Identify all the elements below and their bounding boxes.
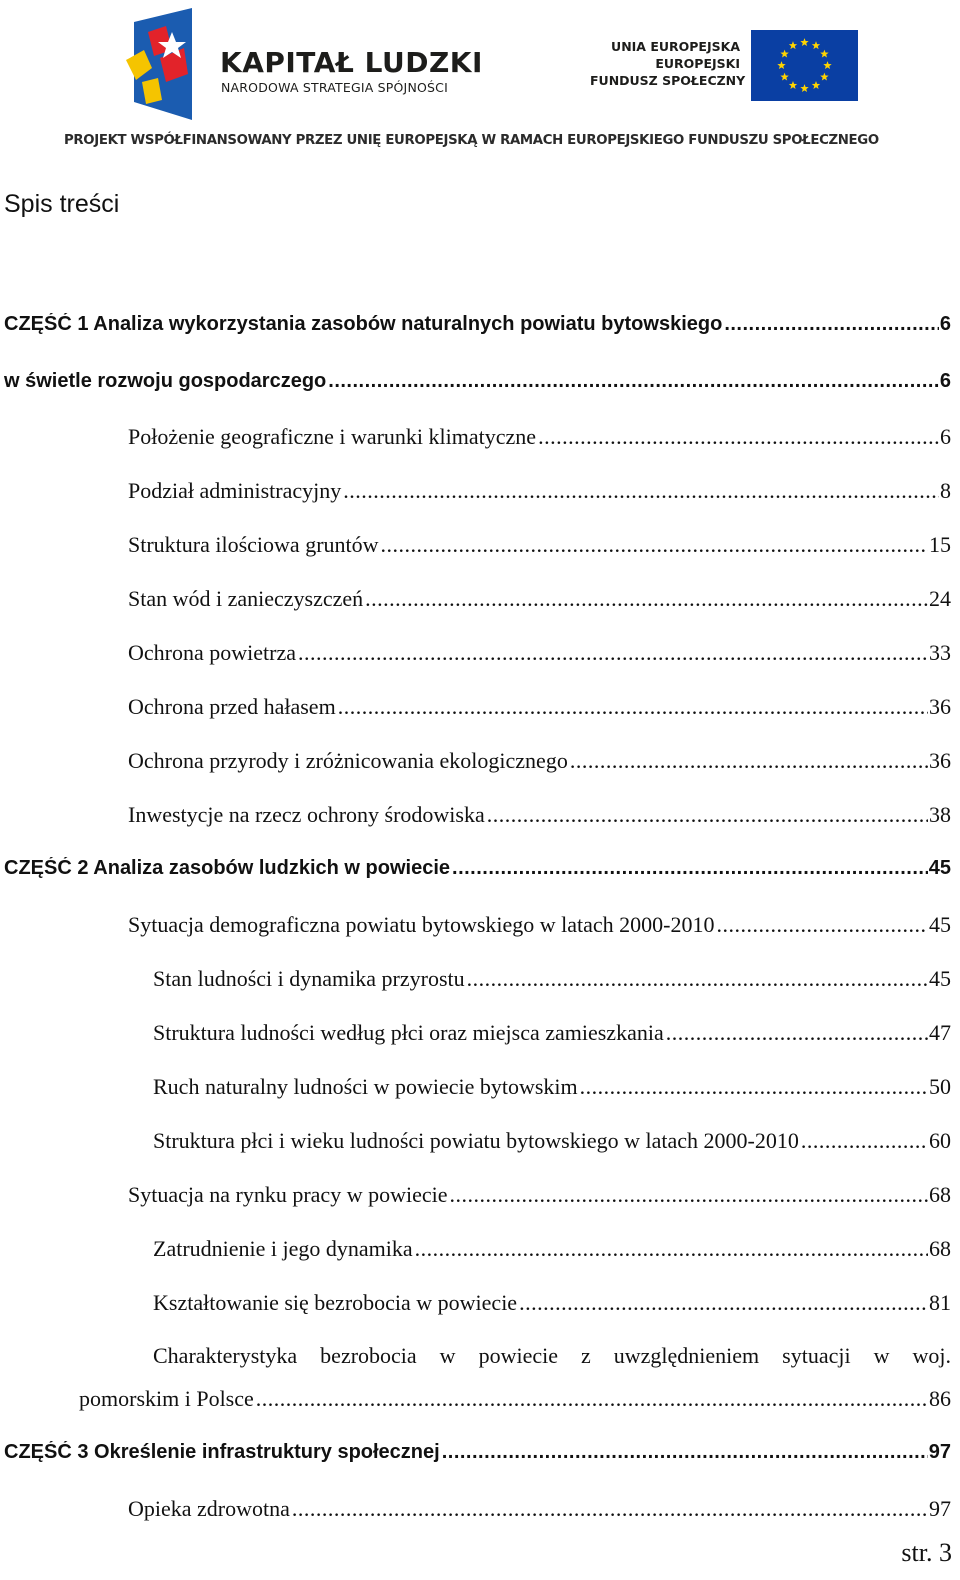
project-banner: PROJEKT WSPÓŁFINANSOWANY PRZEZ UNIĘ EUROPEJSKĄ W RAMACH EUROPEJSKIEGO FUNDUSZU SPOŁECZNEGO (64, 133, 879, 148)
toc-entry-title: Stan ludności i dynamika przyrostu (153, 966, 465, 991)
toc-entry-page: 8 (940, 478, 951, 503)
toc-entry[interactable] (153, 1236, 951, 1262)
toc-leader-dots (519, 1290, 928, 1316)
toc-entry-continuation[interactable] (79, 1386, 951, 1412)
toc-entry-title: Opieka zdrowotna (128, 1496, 290, 1521)
kapital-ludzki-logo (122, 8, 200, 120)
toc-entry-title: Struktura płci i wieku ludności powiatu bytowskiego w latach 2000-2010 (153, 1128, 799, 1153)
toc-entry-title: CZĘŚĆ 2 Analiza zasobów ludzkich w powiecie (4, 857, 451, 879)
toc-entry-part-1-cont[interactable] (4, 370, 951, 393)
toc-entry-title: Ochrona przyrody i zróżnicowania ekologicznego (128, 748, 568, 773)
toc-entry-page: 24 (929, 586, 951, 611)
toc-entry-title-continuation: pomorskim i Polsce (79, 1386, 254, 1411)
toc-entry-page: 6 (939, 370, 951, 392)
toc-entry-part-1[interactable] (4, 313, 951, 336)
toc-leader-dots (580, 1074, 928, 1100)
toc-entry[interactable] (128, 748, 951, 774)
toc-leader-dots (381, 532, 928, 558)
eu-fund-label (590, 38, 746, 89)
toc-entry[interactable] (153, 966, 951, 992)
toc-leader-dots (487, 802, 928, 828)
toc-heading: Spis treści (4, 190, 120, 218)
page-number: str. 3 (901, 1538, 952, 1567)
toc-entry[interactable] (128, 586, 951, 612)
toc-entry-page: 45 (928, 857, 951, 879)
toc-entry-title: Zatrudnienie i jego dynamika (153, 1236, 413, 1261)
toc-leader-dots (467, 966, 928, 992)
toc-leader-dots (538, 424, 939, 450)
toc-leader-dots (724, 313, 939, 336)
toc-entry-title: Sytuacja na rynku pracy w powiecie (128, 1182, 448, 1207)
toc-entry[interactable] (128, 640, 951, 666)
toc-entry-title: CZĘŚĆ 1 Analiza wykorzystania zasobów naturalnych powiatu bytowskiego (4, 313, 723, 335)
toc-entry[interactable] (128, 694, 951, 720)
toc-leader-dots (717, 912, 928, 938)
toc-leader-dots (452, 857, 928, 880)
toc-entry-title: Ruch naturalny ludności w powiecie bytowskim (153, 1074, 578, 1099)
toc-leader-dots (256, 1386, 928, 1412)
toc-entry-title: Położenie geograficzne i warunki klimatyczne (128, 424, 537, 449)
toc-entry-page: 97 (929, 1496, 951, 1521)
toc-entry[interactable] (153, 1074, 951, 1100)
toc-leader-dots (570, 748, 928, 774)
program-subtitle: NARODOWA STRATEGIA SPÓJNOŚCI (221, 80, 448, 95)
toc-entry-page: 36 (929, 694, 951, 719)
toc-entry-page: 47 (929, 1020, 951, 1045)
toc-entry-title: Struktura ilościowa gruntów (128, 532, 379, 557)
toc-entry-page: 45 (929, 912, 951, 937)
toc-entry-title: w świetle rozwoju gospodarczego (4, 370, 327, 392)
toc-leader-dots (338, 694, 928, 720)
toc-entry-page: 68 (929, 1182, 951, 1207)
toc-entry-page: 50 (929, 1074, 951, 1099)
eu-line-2: EUROPEJSKI (655, 56, 740, 71)
toc-leader-dots (415, 1236, 928, 1262)
toc-entry-part-2[interactable] (4, 857, 951, 880)
toc-leader-dots (328, 370, 939, 393)
toc-entry-title: CZĘŚĆ 3 Określenie infrastruktury społecznej (4, 1441, 440, 1463)
toc-entry[interactable] (128, 478, 951, 504)
toc-leader-dots (365, 586, 928, 612)
toc-leader-dots (292, 1496, 928, 1522)
toc-entry-page: 6 (940, 424, 951, 449)
toc-entry-title: Ochrona powietrza (128, 640, 296, 665)
toc-entry-page: 81 (929, 1290, 951, 1315)
toc-entry[interactable] (128, 802, 951, 828)
toc-entry-page: 45 (929, 966, 951, 991)
toc-entry[interactable] (128, 424, 951, 450)
toc-entry[interactable] (153, 1020, 951, 1046)
toc-entry-page: 38 (929, 802, 951, 827)
toc-entry-title: Charakterystyka bezrobocia w powiecie z uwzględnieniem sytuacji w woj. (153, 1343, 951, 1368)
program-title: KAPITAŁ LUDZKI (220, 46, 483, 79)
toc-entry[interactable] (128, 1496, 951, 1522)
toc-entry-page: 33 (929, 640, 951, 665)
toc-leader-dots (298, 640, 928, 666)
toc-entry[interactable] (128, 1182, 951, 1208)
toc-entry-page: 60 (929, 1128, 951, 1153)
eu-line-1: UNIA EUROPEJSKA (611, 39, 740, 54)
eu-flag-icon (751, 30, 858, 101)
toc-leader-dots (442, 1441, 928, 1464)
page-header (0, 0, 960, 170)
toc-leader-dots (450, 1182, 929, 1208)
toc-entry[interactable] (153, 1290, 951, 1316)
toc-entry-page: 86 (929, 1386, 951, 1411)
toc-entry-title: Kształtowanie się bezrobocia w powiecie (153, 1290, 518, 1315)
toc-entry[interactable] (128, 532, 951, 558)
toc-entry-title: Inwestycje na rzecz ochrony środowiska (128, 802, 485, 827)
toc-entry-title: Sytuacja demograficzna powiatu bytowskiego w latach 2000-2010 (128, 912, 715, 937)
toc-leader-dots (801, 1128, 928, 1154)
toc-entry-page: 36 (929, 748, 951, 773)
toc-entry-page: 6 (939, 313, 951, 335)
toc-entry-title: Podział administracyjny (128, 478, 342, 503)
toc-entry-page: 15 (929, 532, 951, 557)
toc-entry-page: 68 (929, 1236, 951, 1261)
toc-leader-dots (343, 478, 939, 504)
toc-entry-title: Stan wód i zanieczyszczeń (128, 586, 364, 611)
toc-entry-title: Ochrona przed hałasem (128, 694, 336, 719)
toc-entry-part-3[interactable] (4, 1441, 951, 1464)
toc-entry-title: Struktura ludności według płci oraz miejsca zamieszkania (153, 1020, 664, 1045)
eu-line-3: FUNDUSZ SPOŁECZNY (590, 73, 746, 88)
toc-leader-dots (666, 1020, 928, 1046)
toc-entry[interactable] (153, 1128, 951, 1154)
toc-entry[interactable] (128, 912, 951, 938)
toc-entry-wrapped-line[interactable] (153, 1343, 951, 1369)
toc-entry-page: 97 (928, 1441, 951, 1463)
